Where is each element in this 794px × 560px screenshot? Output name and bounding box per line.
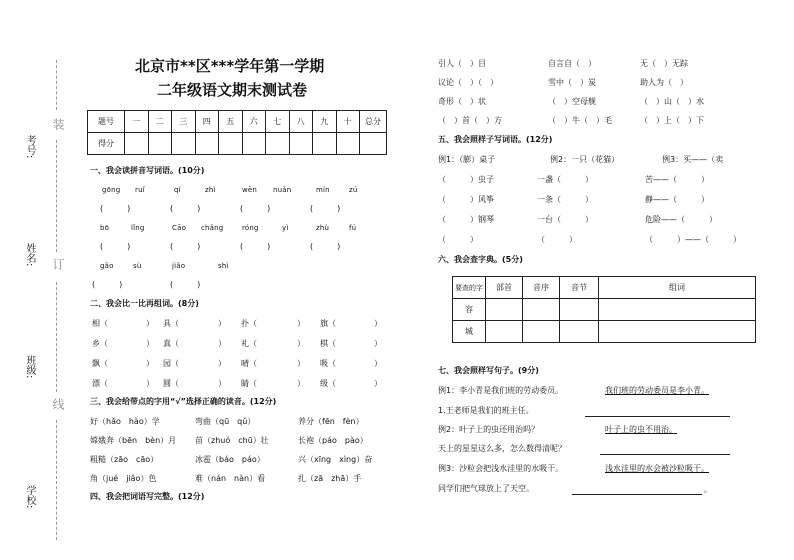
compare-item: ） [218, 319, 226, 328]
exam-title-line1: 北京市**区***学年第一学期 [135, 57, 325, 75]
dictionary-cell[interactable] [599, 299, 756, 321]
sentence-example: 例3：沙粒会把浅水洼里的水吸干。 [438, 464, 564, 473]
example-item: 例1：（膨）桌子 [438, 155, 496, 164]
sentence-example: 例2：叶子上的虫还用治吗？ [438, 425, 540, 434]
compare-item: 乡（ [92, 339, 108, 348]
idiom-item[interactable]: （ ）上（ ）下 [640, 116, 704, 125]
compare-item: ） [218, 379, 226, 388]
pronunciation-item[interactable]: 难（nán nàn）看 [195, 474, 266, 483]
sentence-prompt: 天上的星星这么多，怎么数得清呢？ [438, 444, 566, 453]
binding-mark-zhuang: 装 [51, 118, 65, 130]
score-cell[interactable] [148, 133, 172, 155]
answer-line[interactable] [600, 454, 730, 455]
fill-item[interactable]: （ ）——（ ） [645, 235, 741, 244]
pronunciation-item[interactable]: 苗（zhuó chū）壮 [195, 436, 269, 445]
compare-item: 旗（ [320, 319, 336, 328]
section-2-heading: 二、我会比一比再组词。(8分) [90, 299, 199, 308]
compare-item: ） [374, 319, 382, 328]
score-cell[interactable] [219, 133, 243, 155]
idiom-item[interactable]: 无（ ）无踪 [640, 59, 688, 68]
binding-line [56, 282, 57, 392]
score-header-cell: 总分 [360, 111, 387, 133]
pinyin: ruǐ [135, 186, 145, 194]
score-cell[interactable] [195, 133, 219, 155]
example-item: 例3：买——（卖 [662, 155, 724, 164]
compare-item: ） [374, 359, 382, 368]
fill-item[interactable]: （ ）风筝 [438, 195, 494, 204]
compare-item: 晴（ [241, 359, 257, 368]
idiom-item[interactable]: 引人（ ）目 [438, 59, 486, 68]
binding-mark-ding: 订 [51, 258, 65, 270]
pronunciation-item[interactable]: 嫦娥奔（bēn bèn）月 [90, 436, 177, 445]
dictionary-cell[interactable] [599, 321, 756, 343]
score-cell[interactable] [289, 133, 313, 155]
compare-item: 棋（ [320, 339, 336, 348]
fill-item[interactable]: 静——（ ） [645, 195, 709, 204]
compare-item: ） [297, 379, 305, 388]
idiom-item[interactable]: （ ）牛（ ）毛 [548, 116, 612, 125]
compare-item: 睛（ [241, 379, 257, 388]
answer-paren[interactable]: ( ) [170, 280, 201, 289]
pronunciation-item[interactable]: 好（hǎo hào）学 [90, 417, 160, 426]
sentence-end-mark: 。 [704, 485, 712, 494]
compare-item: 相（ [92, 319, 108, 328]
sentence-prompt: 同学们把气球放上了天空。 [438, 484, 534, 493]
pinyin: róng [242, 224, 259, 232]
pinyin: qí [174, 186, 181, 194]
compare-item: ） [297, 339, 305, 348]
sentence-answer: 我们班的劳动委员是李小青。 [605, 386, 709, 395]
exam-number-label: 考号: [24, 135, 35, 159]
score-header-cell: 六 [242, 111, 266, 133]
idiom-item[interactable]: 奇形（ ）状 [438, 97, 486, 106]
compare-item: ） [218, 339, 226, 348]
score-header-cell: 二 [148, 111, 172, 133]
pinyin: zhì [205, 186, 216, 194]
compare-item: 级（ [320, 379, 336, 388]
idiom-item[interactable]: （ ）空母舰 [548, 97, 596, 106]
compare-item: ） [146, 359, 154, 368]
answer-paren[interactable]: ( ) [310, 204, 341, 213]
dictionary-table [452, 276, 756, 343]
score-cell[interactable] [266, 133, 290, 155]
dictionary-header: 要查的字 [453, 277, 486, 299]
score-cell[interactable] [336, 133, 360, 155]
score-header-cell: 七 [266, 111, 290, 133]
answer-paren[interactable]: ( ) [100, 204, 131, 213]
score-cell[interactable] [360, 133, 387, 155]
sentence-prompt: 1.王老师是我们的班主任。 [438, 406, 534, 415]
pinyin: yì [282, 224, 289, 232]
score-cell[interactable] [172, 133, 196, 155]
pinyin: Cāo [172, 224, 187, 232]
example-item: 例2：一只（花猫） [550, 155, 620, 164]
idiom-item[interactable]: 助人为（ ） [640, 78, 688, 87]
score-row-label: 得分 [88, 133, 125, 155]
fill-item[interactable]: （ ） [438, 235, 478, 244]
score-header-cell: 一 [125, 111, 149, 133]
answer-line[interactable] [572, 494, 702, 495]
compare-item: ） [374, 379, 382, 388]
binding-line [56, 140, 57, 252]
idiom-item[interactable]: 自言自（ ） [548, 59, 596, 68]
idiom-item[interactable]: 议论（ ）（ ） [438, 78, 498, 87]
compare-item: 吸（ [320, 359, 336, 368]
pronunciation-item[interactable]: 粗糙（zāo cāo） [90, 455, 159, 464]
score-header-cell: 十 [336, 111, 360, 133]
score-cell[interactable] [313, 133, 337, 155]
dictionary-cell[interactable] [560, 321, 599, 343]
dictionary-char: 城 [453, 321, 486, 343]
compare-item: ） [297, 359, 305, 368]
name-label: 姓名: [24, 243, 35, 267]
section-1-heading: 一、我会读拼音写词语。(10分) [90, 166, 205, 175]
compare-item: ） [218, 359, 226, 368]
binding-line [56, 60, 57, 110]
pronunciation-item[interactable]: 角（jué jiǎo）色 [90, 474, 157, 483]
pinyin: zhù [316, 224, 330, 232]
dictionary-header: 部首 [486, 277, 523, 299]
pinyin: chǎng [201, 224, 224, 232]
pinyin: gǎo [100, 262, 114, 270]
section-3-heading: 三、我会给带点的字用“√”选择正确的读音。(12分) [90, 397, 277, 406]
score-header-cell: 三 [172, 111, 196, 133]
compare-item: 真（ [163, 339, 179, 348]
dictionary-cell[interactable] [486, 321, 523, 343]
fill-item[interactable]: （ ）虫子 [438, 175, 494, 184]
compare-item: ） [146, 339, 154, 348]
answer-paren[interactable]: ( ) [310, 242, 341, 251]
compare-item: ） [146, 319, 154, 328]
compare-item: 具（ [163, 319, 179, 328]
dictionary-header: 组词 [599, 277, 756, 299]
score-header-cell: 五 [219, 111, 243, 133]
binding-line [56, 420, 57, 540]
compare-item: 扑（ [241, 319, 257, 328]
dictionary-header: 音节 [560, 277, 599, 299]
answer-paren[interactable]: ( ) [170, 242, 201, 251]
compare-item: ） [374, 339, 382, 348]
score-cell[interactable] [242, 133, 266, 155]
answer-paren[interactable]: ( ) [100, 242, 131, 251]
pinyin: gōng [102, 186, 121, 194]
dictionary-cell[interactable] [523, 321, 560, 343]
compare-item: 漂（ [92, 379, 108, 388]
fill-item[interactable]: 一台（ ） [537, 215, 593, 224]
section-7-heading: 七、我会照样写句子。(9分) [438, 366, 539, 375]
compare-item: 礼（ [241, 339, 257, 348]
dictionary-cell[interactable] [560, 299, 599, 321]
score-cell[interactable] [125, 133, 149, 155]
fill-item[interactable]: 一条（ ） [537, 195, 593, 204]
pronunciation-item[interactable]: 冰雹（báo páo） [195, 455, 265, 464]
dictionary-header: 音序 [523, 277, 560, 299]
answer-line[interactable] [585, 416, 730, 417]
pronunciation-item[interactable]: 养分（fēn fèn） [298, 417, 364, 426]
pinyin: zú [349, 186, 358, 194]
idiom-item[interactable]: 雪中（ ）炭 [548, 78, 596, 87]
binding-mark-xian: 线 [51, 398, 65, 410]
pronunciation-item[interactable]: 弯曲（qū qǔ） [195, 417, 256, 426]
compare-item: 圆（ [163, 379, 179, 388]
score-header-cell: 四 [195, 111, 219, 133]
score-header-cell: 题号 [88, 111, 125, 133]
fill-item[interactable]: （ ） [537, 235, 577, 244]
pinyin: lǐng [131, 224, 145, 232]
score-header-cell: 八 [289, 111, 313, 133]
section-4-heading: 四、我会把词语写完整。(12分) [90, 492, 205, 501]
idiom-item[interactable]: （ ）首（ ）方 [438, 116, 502, 125]
class-label: 班级: [24, 355, 35, 379]
dictionary-cell[interactable] [523, 299, 560, 321]
pinyin: mín [316, 186, 330, 194]
compare-item: 飘（ [92, 359, 108, 368]
pronunciation-item[interactable]: 扎（zā zhā）手 [298, 474, 362, 483]
fill-item[interactable]: 苦——（ ） [645, 175, 709, 184]
pinyin: shì [218, 262, 229, 270]
section-5-heading: 五、我会照样子写词语。(12分) [438, 135, 553, 144]
exam-title-line2: 二年级语文期末测试卷 [157, 81, 308, 99]
section-6-heading: 六、我会查字典。(5分) [438, 255, 523, 264]
fill-item[interactable]: 危险——（ ） [645, 215, 717, 224]
idiom-item[interactable]: （ ）山（ ）水 [640, 97, 704, 106]
pinyin: nuǎn [273, 186, 292, 194]
answer-paren[interactable]: ( ) [92, 280, 123, 289]
dictionary-char: 容 [453, 299, 486, 321]
pinyin: wēn [242, 186, 258, 194]
sentence-answer: 浅水洼里的水会被沙粒吸干。 [605, 464, 709, 473]
score-header-cell: 九 [313, 111, 337, 133]
score-table [87, 110, 387, 155]
pinyin: fú [349, 224, 357, 232]
pinyin: bō [100, 224, 110, 232]
sentence-example: 例1：李小青是我们班的劳动委员。 [438, 386, 564, 395]
pinyin: jiǎo [172, 262, 186, 270]
pinyin: sù [133, 262, 142, 270]
sentence-answer: 叶子上的虫不用治。 [605, 425, 677, 434]
fill-item[interactable]: （ ）钢琴 [438, 215, 494, 224]
pronunciation-item[interactable]: 兴（xīng xìng）奋 [298, 455, 373, 464]
answer-paren[interactable]: ( ) [170, 204, 201, 213]
compare-item: ） [146, 379, 154, 388]
compare-item: ） [297, 319, 305, 328]
answer-paren[interactable]: ( ) [240, 242, 271, 251]
pronunciation-item[interactable]: 长袍（páo pào） [298, 436, 368, 445]
dictionary-cell[interactable] [486, 299, 523, 321]
compare-item: 园（ [163, 359, 179, 368]
answer-paren[interactable]: ( ) [240, 204, 271, 213]
school-label: 学校: [24, 485, 35, 509]
fill-item[interactable]: 一盏（ ） [537, 175, 593, 184]
